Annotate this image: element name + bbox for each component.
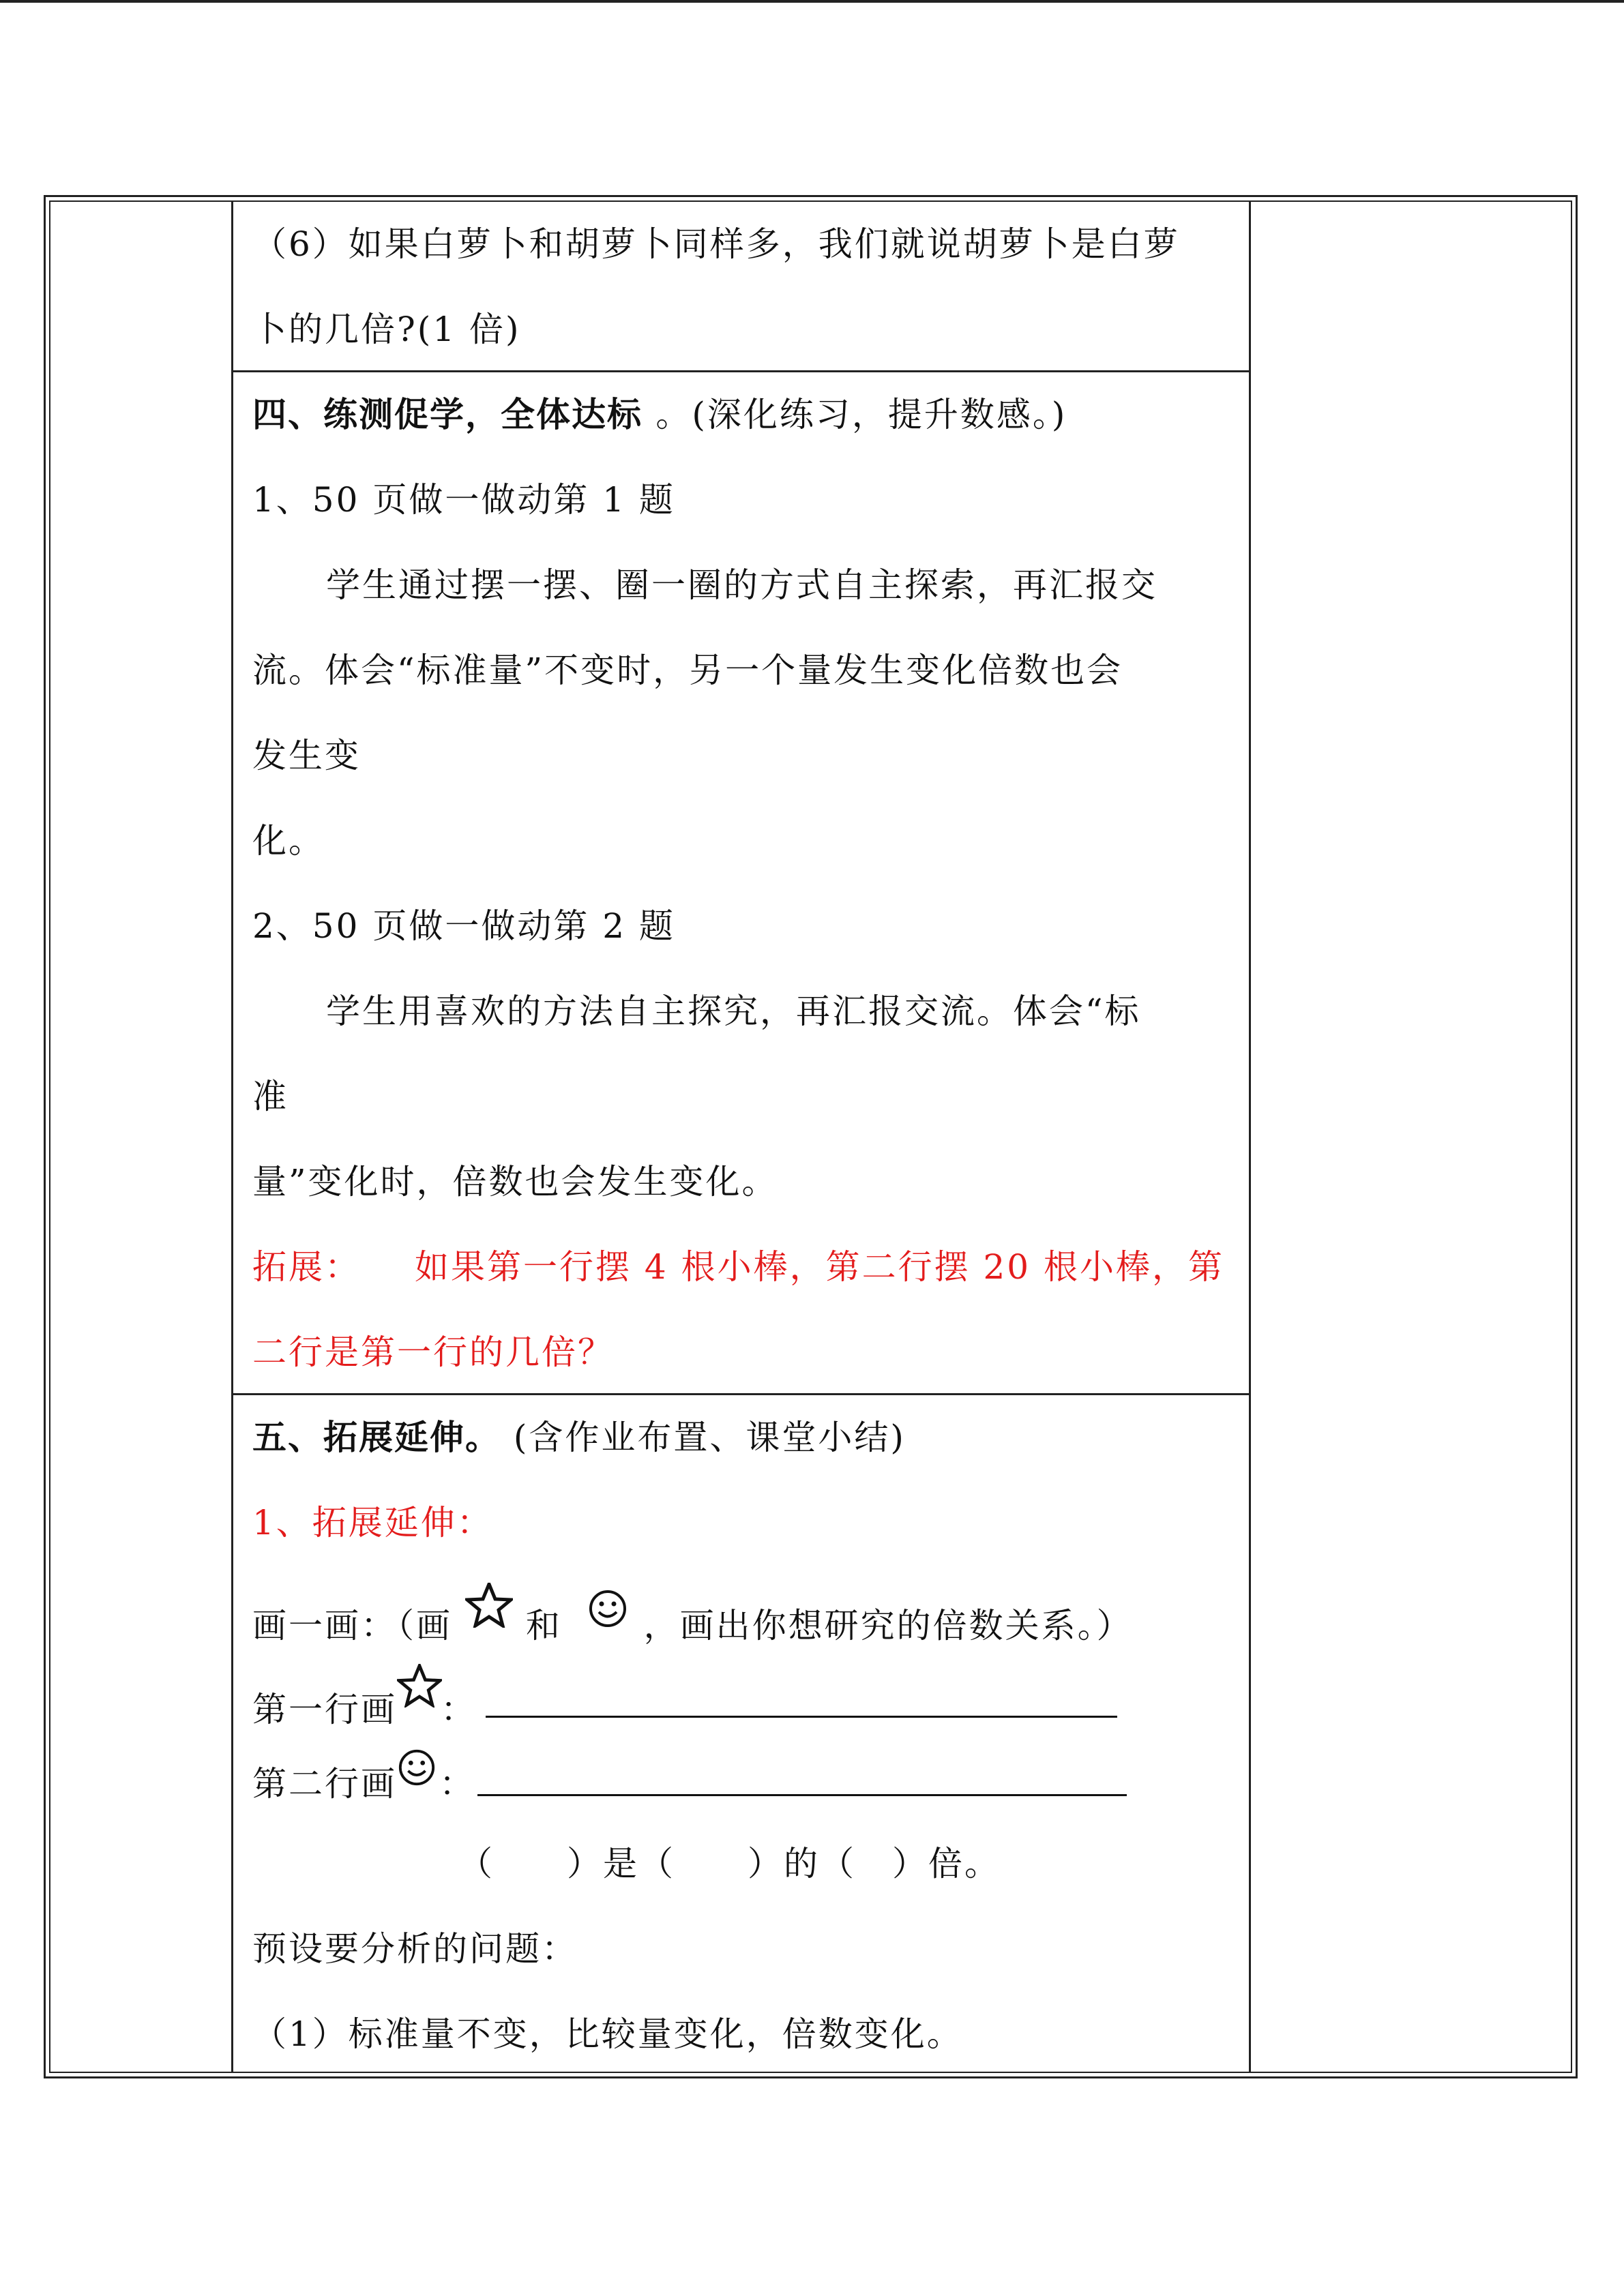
- column-divider-left: [231, 200, 233, 2073]
- smiley-icon: [397, 1756, 439, 1797]
- item-2-text-2: 准: [252, 1077, 289, 1116]
- extend-text-1: 如果第一行摆 4 根小棒，第二行摆 20 根小棒，第: [415, 1247, 1225, 1287]
- cell-a-line-1: （6）如果白萝卜和胡萝卜同样多，我们就说胡萝卜是白萝: [252, 224, 1180, 264]
- row-2-prompt: [252, 1756, 475, 1806]
- column-divider-right: [1249, 200, 1251, 2073]
- row-divider-2: [232, 1393, 1250, 1395]
- row-1-answer-line[interactable]: [486, 1716, 1117, 1718]
- smiley-icon: [587, 1596, 631, 1637]
- extend-subheading: 1、拓展延伸：: [252, 1503, 493, 1542]
- preset-questions-label: 预设要分析的问题：: [252, 1929, 578, 1969]
- preset-question-1: （1）标准量不变，比较量变化，倍数变化。: [252, 2014, 963, 2054]
- star-outline-icon: [397, 1678, 441, 1718]
- extend-label: 拓展：: [252, 1247, 361, 1287]
- row-2-colon: ：: [439, 1764, 475, 1804]
- item-2-title: 2、50 页做一做动第 2 题: [252, 906, 675, 946]
- draw-and: 和: [525, 1606, 562, 1645]
- draw-instruction: [252, 1592, 1133, 1648]
- row-divider-1: [232, 370, 1250, 372]
- draw-prefix: 画一画：（画: [252, 1606, 452, 1645]
- item-2-text-1: 学生用喜欢的方法自主探究，再汇报交流。体会“标: [326, 992, 1141, 1031]
- item-1-title: 1、50 页做一做动第 1 题: [252, 480, 675, 520]
- item-2-text-3: 量”变化时，倍数也会发生变化。: [252, 1162, 778, 1202]
- row-1-prompt: [252, 1678, 477, 1732]
- page-top-rule: [0, 0, 1624, 3]
- section-4-title: 四、练测促学，全体达标: [252, 394, 656, 434]
- extend-text-2: 二行是第一行的几倍？: [252, 1332, 614, 1372]
- row-2-answer-line[interactable]: [477, 1794, 1127, 1796]
- cell-a-line-2: 卜的几倍?(1 倍): [252, 310, 521, 349]
- item-1-text-3: 发生变: [252, 736, 361, 775]
- row-1-label: 第一行画: [252, 1690, 397, 1729]
- row-2-label: 第二行画: [252, 1764, 397, 1804]
- section-5-heading: [252, 1415, 906, 1460]
- draw-suffix: ，画出你想研究的倍数关系。）: [643, 1606, 1133, 1645]
- section-5-subtitle: (含作业布置、课堂小结): [513, 1418, 906, 1457]
- star-outline-icon: [465, 1592, 513, 1633]
- multiple-relation-blank[interactable]: （ ）是（ ）的（ ）倍。: [458, 1844, 1001, 1883]
- section-4-heading: [252, 392, 1067, 437]
- item-1-text-2: 流。体会“标准量”不变时，另一个量发生变化倍数也会: [252, 651, 1123, 690]
- row-1-colon: ：: [441, 1690, 477, 1729]
- item-1-text-4: 化。: [252, 821, 325, 861]
- item-1-text-1: 学生通过摆一摆、圈一圈的方式自主探索，再汇报交: [326, 565, 1157, 605]
- section-5-title: 五、拓展延伸。: [252, 1417, 501, 1457]
- section-4-subtitle: 。(深化练习，提升数感。): [655, 395, 1067, 434]
